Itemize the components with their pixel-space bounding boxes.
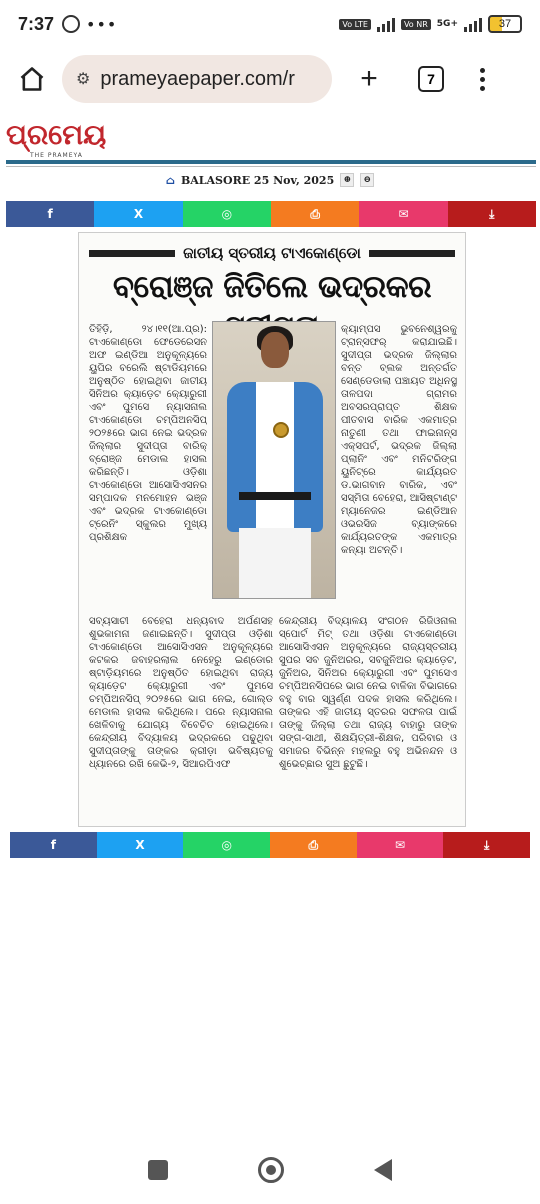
bronze-medal-icon [273, 422, 289, 438]
status-bar [0, 0, 540, 48]
android-nav-bar [0, 1136, 540, 1204]
whatsapp-share-button[interactable]: ◎ [183, 832, 270, 858]
home-button[interactable] [14, 61, 50, 97]
epaper-page [0, 110, 540, 854]
article-clipping [78, 232, 466, 827]
tab-switcher-button[interactable]: 7 [418, 66, 444, 92]
email-share-button[interactable]: ✉ [357, 832, 444, 858]
kicker-bar-right [369, 250, 455, 257]
battery-icon: 37 [488, 15, 522, 33]
header-divider-thin [6, 166, 536, 167]
print-share-button[interactable]: ⎙ [271, 201, 359, 227]
whatsapp-share-button[interactable]: ◎ [183, 201, 271, 227]
edition-label: BALASORE 25 Nov, 2025 [180, 173, 335, 187]
facebook-share-button[interactable]: f [10, 832, 97, 858]
facebook-share-button[interactable]: f [6, 201, 94, 227]
header-divider [6, 160, 536, 164]
photo-face [261, 332, 289, 368]
whatsapp-icon [62, 15, 80, 33]
athlete-photo [212, 321, 336, 599]
home-nav-button[interactable] [258, 1157, 284, 1183]
site-logo[interactable]: ପ୍ରମେୟ [6, 118, 107, 151]
download-share-button[interactable]: ⤓ [448, 201, 536, 227]
url-text: prameyaepaper.com/r [100, 67, 295, 90]
kicker-bar-left [89, 250, 175, 257]
article-body-right: କେନ୍ଦ୍ରୀୟ ବିଦ୍ୟାଳୟ ସଂଗଠନ ରିଜିଓନାଲ ସ୍ପୋର୍ଟ ମିଟ୍ ତଥା ଓଡ଼ିଶା ଟାଏକୋଣ୍ଡୋ ଆସୋସିଏସନ ଅନୁକୂଳ୍ୟରେ ରାଜ୍ୟସ୍ତରୀୟ ସୁପର ସବ ଜୁନିଅରର, ସବଜୁନିଅର କ୍ୟାଡ଼େଟ, ଜୁନିଅର, ସିନିଅର କ୍ୟୋରୁଗୀ ଏବଂ ପୁମସେଏ ଚମ୍ପିଅନସିପରେ ଭାଗ ନେଇ ବାଳିକା ବିଭାଗରେ ବହୁ ବାର ସ୍ୱର୍ଣ୍ଣ ପଦକ ହାସଲ କରିଥିଲେ। ତାଙ୍କର ଏହି ଜାତୀୟ ସ୍ତରର ସଫଳତା ପାଇଁ ତାଙ୍କୁ ଜିଲ୍ଲା ତଥା ରାଜ୍ୟ ବାହାରୁ ତାଙ୍କ ସଙ୍ଗ-ସାଥୀ, ଶିକ୍ଷୟିତ୍ରୀ-ଶିକ୍ଷକ, ପରିବାର ଓ ସମାଜର ବିଭିନ୍ନ ମହଲରୁ ବହୁ ଅଭିନନ୍ଦନ ଓ ଶୁଭେଚ୍ଛାର ସୁଅ ଛୁଟୁଛି। [279, 616, 457, 770]
signal-icon [377, 16, 395, 32]
twitter-share-button[interactable]: X [97, 832, 184, 858]
more-notifications-icon: ••• [86, 14, 118, 34]
article-body-left: ସବ୍ୟସାଚୀ ବେହେରା ଧନ୍ୟବାଦ ଅର୍ପଣସହ ଶୁଭକାମନା ଜଣାଇଛନ୍ତି। ସୁଦୀପ୍ତା ଓଡ଼ିଶା ଟାଏକୋଣ୍ଡୋ ଆସୋସିଏସନ ଅନୁକୂଳ୍ୟରେ କଟକର ଜବାହରଲାଲ ନେହେରୁ ଇଣ୍ଡୋର ଷ୍ଟାଡ଼ିୟମରେ ଅନୁଷ୍ଠିତ ହୋଇଥିବା ରାଜ୍ୟ କ୍ୟାଡ଼େଟ କ୍ୟୋରୁଗୀ ଏବଂ ପୁମସେ ଚମ୍ପିଅନସିପ୍ ୨୦୨୫ରେ ଭାଗ ନେଇ, ଗୋଲ୍ଡ ମେଡାଲ ହାସଲ କରିଥିଲେ। ପରେ ନ୍ୟାସନାଲ ଖେଳିବାକୁ ଯୋଗ୍ୟ ବିବେଚିତ ହୋଇଥିଲେ। କେନ୍ଦ୍ରୀୟ ବିଦ୍ୟାଳୟ ଭଦ୍ରକରେ ପଢୁଥିବା ସୁଦୀପ୍ତାଙ୍କୁ ତାଙ୍କର କ୍ରୀଡ଼ା ଭବିଷ୍ୟତକୁ ଧ୍ୟାନରେ ରଖି କେଭି-୨, ସିଆରପିଏଫ [89, 616, 273, 770]
zoom-in-icon[interactable]: ⊕ [340, 173, 354, 187]
status-right [339, 15, 522, 33]
print-share-button[interactable]: ⎙ [270, 832, 357, 858]
share-bar-bottom [10, 832, 530, 858]
site-logo-subtitle: THE PRAMEYA [30, 152, 83, 159]
article-column-left: ତିହିଡ଼ି, ୨୪।୧୧(ଆ.ପ୍ର): ଟାଏକୋଣ୍ଡୋ ଫେଡେରେସନ ଅଫ ଇଣ୍ଡିଆ ଅନୁକୂଳ୍ୟରେ ୟୁପିର ବରେଲି ଷ୍ଟାଡିୟମରେ ଅନୁଷ୍ଠିତ ହୋଇଥିବା ଜାତୀୟ ସିନିଅର କ୍ୟାଡ଼େଟ କ୍ୟୋରୁଗୀ ଏବଂ ପୁମସେ ନ୍ୟାସନାଲ ଟାଏକୋଣ୍ଡୋ ଚମ୍ପିଅନସିପ୍ ୨୦୨୫ରେ ଭାଗ ନେଇ ଭଦ୍ରକ ଜିଲ୍ଲାର ସୁଦୀପ୍ତା ବାରିକ୍ ବ୍ରୋଞ୍ଜ ମେଡାଲ ହାସଲ କରିଛନ୍ତି। ଓଡ଼ିଶା ଟାଏକୋଣ୍ଡୋ ଆସୋସିଏସନର ସମ୍ପାଦକ ମନମୋହନ ଭଞ୍ଜ ଏବଂ ଭଦ୍ରକ ଟାଏକୋଣ୍ଡୋ ଟ୍ରେନିଂ ସ୍କୁଲର ମୁଖ୍ୟ ପ୍ରଶିକ୍ଷକ [89, 324, 207, 543]
recent-apps-button[interactable] [148, 1160, 168, 1180]
signal-icon-2 [464, 16, 482, 32]
status-time: 7:37 [18, 13, 55, 34]
photo-pants [239, 528, 311, 599]
network-5g-label: 5G+ [436, 19, 458, 29]
kicker-text: ଜାତୀୟ ସ୍ତରୀୟ ଟାଏକୋଣ୍ଡୋ [183, 244, 361, 262]
browser-toolbar [0, 48, 540, 110]
zoom-out-icon[interactable]: ⊖ [360, 173, 374, 187]
photo-jacket [227, 382, 323, 532]
site-settings-icon[interactable]: ⚙ [76, 71, 91, 88]
article-column-right: କ୍ୟାମ୍ପସ ଭୁବନେଶ୍ୱରକୁ ଟ୍ରାନ୍ସଫର୍ କରାଯାଇଛି। ସୁଦୀପ୍ତା ଭଦ୍ରକ ଜିଲ୍ଲାର ବନ୍ତ ବ୍ଲକ ଅନ୍ତର୍ଗତ ସେଣ୍ଡେଡାଲା ପଞ୍ଚାୟତ ଅଧିନସ୍ଥ ତାଳପଦା ଗ୍ରାମର ଅବସରପ୍ରାପ୍ତ ଶିକ୍ଷକ ପୀତବାସ ବାରିକ ଏକମାତ୍ର ନାତୁଣୀ ତଥା ଫାଇନାନ୍ସ ଏକ୍ସପର୍ଟ, ଭଦ୍ରକ ଜିଲ୍ଲା ପ୍ଲାନିଂ ଏବଂ ମନିଟରିଙ୍ଗ ୟୁନିଟ୍‌ରେ କାର୍ଯ୍ୟରତ ଡ.ଭାଗବାନ ବାରିକ, ଏବଂ ସସ୍ମିତା ବେହେରା, ଆସିଷ୍ଟାଣ୍ଟ ମ୍ୟାନେଜର ଇଣ୍ଡିଆନ ଓଭରସିଜ ବ୍ୟାଙ୍କରେ କାର୍ଯ୍ୟରତଙ୍କ ଏକମାତ୍ର କନ୍ୟା ଅଟନ୍ତି। [341, 324, 457, 556]
twitter-share-button[interactable]: X [94, 201, 182, 227]
share-bar-top [6, 201, 536, 227]
address-bar[interactable] [62, 55, 332, 103]
vonr-badge: Vo NR [401, 19, 431, 30]
volte-badge: Vo LTE [339, 19, 371, 30]
download-share-button[interactable]: ⤓ [443, 832, 530, 858]
email-share-button[interactable]: ✉ [359, 201, 447, 227]
back-button[interactable] [374, 1159, 392, 1181]
article-headline: ବ୍ରୋଞ୍ଜ ଜିତିଲେ ଭଦ୍ରକର [112, 269, 432, 305]
article-kicker [89, 241, 455, 265]
edition-bar [0, 170, 540, 190]
browser-menu-button[interactable] [480, 68, 485, 91]
home-icon [18, 65, 46, 93]
photo-belt [239, 492, 311, 500]
new-tab-button[interactable]: + [360, 62, 378, 95]
home-small-icon[interactable]: ⌂ [165, 173, 175, 187]
